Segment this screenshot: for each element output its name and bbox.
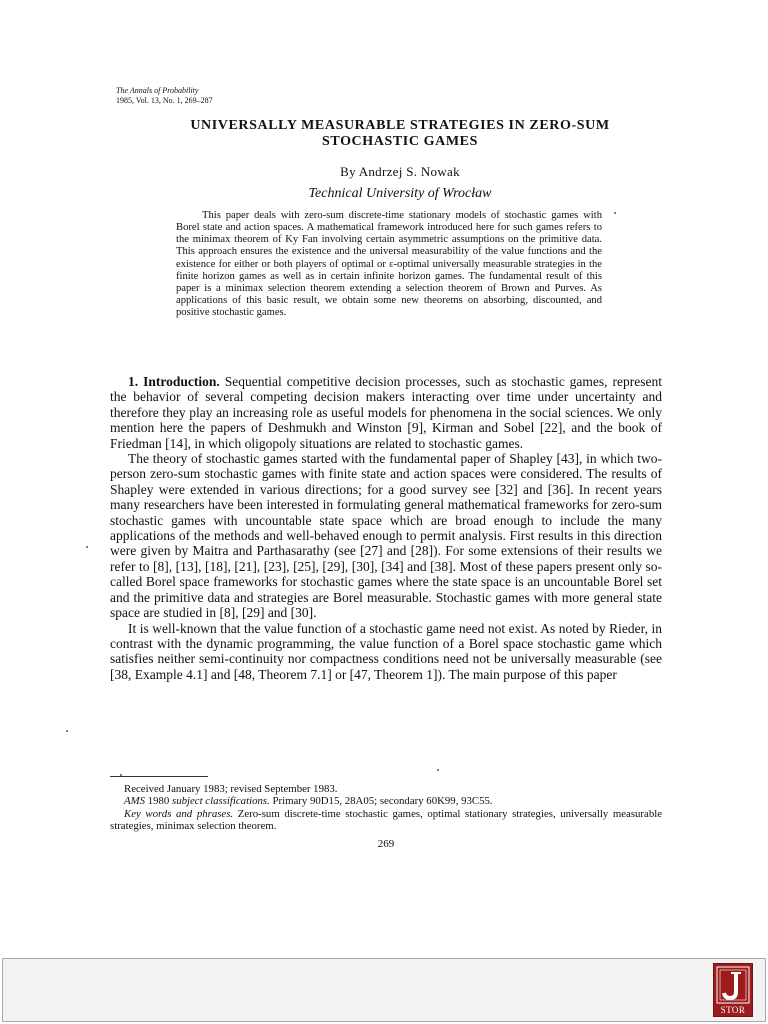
article-title-line-2: STOCHASTIC GAMES xyxy=(322,134,478,149)
jstor-logo-icon[interactable] xyxy=(713,963,753,1017)
footnote-received: Received January 1983; revised September 1983. xyxy=(124,783,338,795)
footnotes xyxy=(110,783,662,833)
scan-speck xyxy=(120,774,122,776)
scan-speck xyxy=(614,212,616,214)
article-author: By Andrzej S. Nowak xyxy=(340,164,460,179)
section-introduction xyxy=(110,374,662,682)
section-heading: 1. Introduction. xyxy=(128,374,220,389)
footnote-keywords xyxy=(110,808,662,833)
paragraph-1-text: Sequential competitive decision processes, such as stochastic games, represent the behavior of several competing decision makers interacting over time under uncertainty and therefore they play an increasing role as useful models for phenomena in the social sciences. We only mention here the papers of Deshmukh and Winston [9], Kirman and Sobel [22], and the book of Friedman [14], in which oligopoly situations are related to stochastic games. xyxy=(110,374,662,451)
scan-speck xyxy=(437,769,439,771)
article-title xyxy=(110,118,690,150)
paragraph-3: It is well-known that the value function of a stochastic game need not exist. As noted by Rieder, in contrast with the dynamic programming, the value function of a Borel space stochastic game which satisfies neither semi-continuity nor compactness conditions need not be universally measurable (see [38, Example 4.1] and [48, Theorem 7.1] or [47, Theorem 1]). The main purpose of this paper xyxy=(110,620,662,682)
ams-label: AMS xyxy=(124,795,145,808)
jstor-logo-text: STOR xyxy=(720,1005,746,1015)
jstor-emblem-icon xyxy=(714,964,752,1006)
ams-codes: Primary 90D15, 28A05; secondary 60K99, 93C55. xyxy=(272,795,493,808)
keywords-label: Key words and phrases. xyxy=(124,807,234,820)
ams-year: 1980 xyxy=(147,795,170,808)
article-title-line-1: UNIVERSALLY MEASURABLE STRATEGIES IN ZERO-SUM xyxy=(190,118,610,133)
abstract: This paper deals with zero-sum discrete-time stationary models of stochastic games with Borel state and action spaces. A mathematical framework introduced here for such games refers to the minimax theorem of Ky Fan involving certain asymmetric assumptions on the primitive data. This approach ensures the existence and the universal measurability of the value functions and the existence for either or both players of optimal or ε-optimal universally measurable strategies in the finite horizon games as well as in certain infinite horizon games. The fundamental result of this paper is a minimax selection theorem extending a selection theorem of Brown and Purves. As applications of this basic result, we obtain some new theorems on absorbing, discounted, and positive stochastic games. xyxy=(176,210,602,319)
paragraph-1 xyxy=(110,374,662,451)
viewer-bottom-bar xyxy=(2,958,766,1022)
keywords-text: Zero-sum discrete-time stochastic games, optimal stationary strategies, universally measurable strategies, minimax selection theorem. xyxy=(110,807,663,833)
ams-subject: subject classifications. xyxy=(172,795,270,808)
author-affiliation: Technical University of Wrocław xyxy=(308,186,492,201)
footnote-ams xyxy=(110,795,662,807)
page-number: 269 xyxy=(377,838,395,850)
paragraph-2: The theory of stochastic games started with the fundamental paper of Shapley [43], in which two-person zero-sum stochastic games with finite state and action spaces were considered. The results of Shapley were extended in various directions; for a good survey see [32] and [36]. In recent years many researchers have been interested in formulating general mathematical frameworks for zero-sum stochastic games with uncountable state space which are broad enough to include the many applications of the methods and well-behaved enough to permit analysis. First results in this direction were given by Maitra and Parthasarathy (see [27] and [28]). For some extensions of their results we refer to [8], [13], [18], [21], [23], [25], [29], [30], [34] and [38]. Most of these papers present only so-called Borel space frameworks for stochastic games where the state space is an uncountable Borel set and the primitive data and strategies are Borel measurable. Stochastic games with more general state space are studied in [8], [29] and [30]. xyxy=(110,451,662,621)
journal-name: The Annals of Probability xyxy=(116,86,199,95)
footnote-rule xyxy=(110,776,208,777)
journal-header xyxy=(116,86,213,106)
scan-speck xyxy=(66,730,68,732)
journal-volume: 1985, Vol. 13, No. 1, 269–287 xyxy=(116,96,213,105)
scan-speck xyxy=(86,546,88,548)
